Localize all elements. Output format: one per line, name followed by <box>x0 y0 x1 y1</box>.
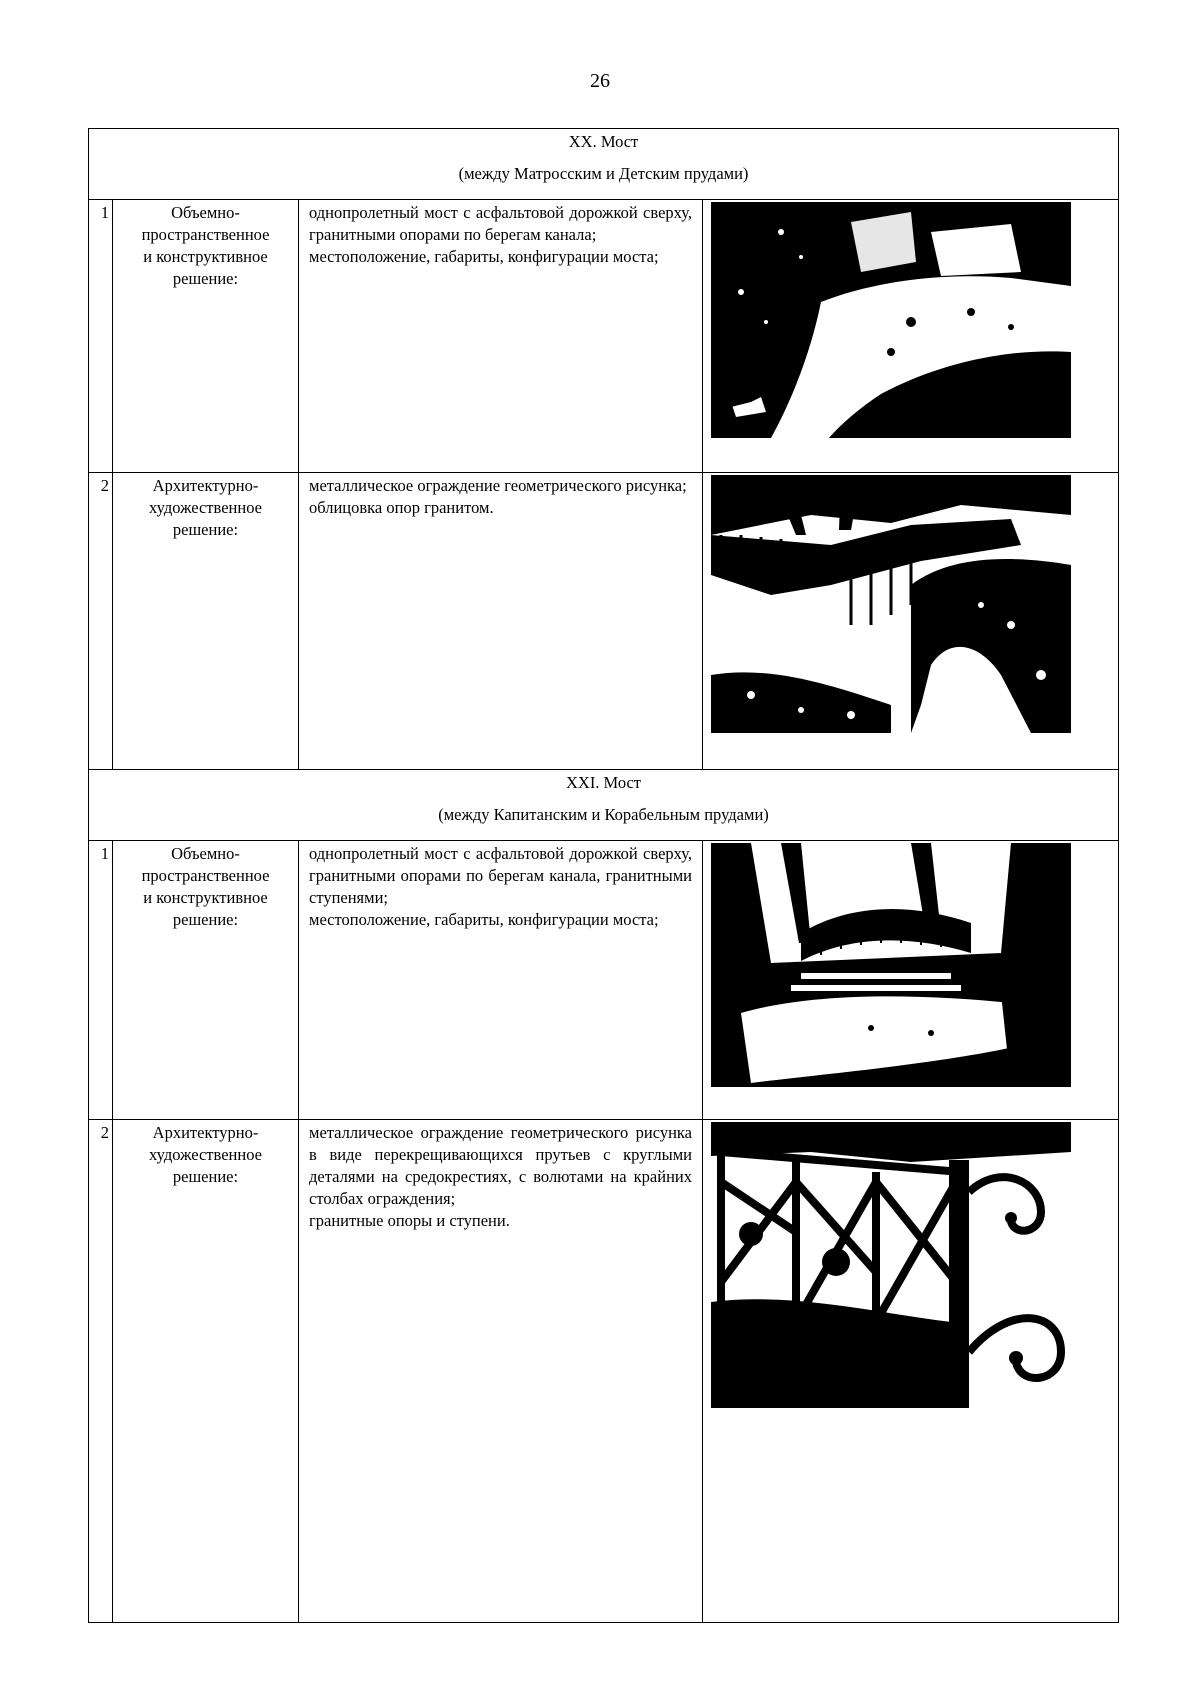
description-item: однопролетный мост с асфальтовой дорожкой сверху, гранитными опорами по берегам канала; <box>309 203 692 244</box>
row-description <box>299 200 703 473</box>
label-line: художественное <box>149 1145 262 1164</box>
photo-cell <box>703 1120 1119 1623</box>
page-number: 26 <box>590 70 610 92</box>
description-item: металлическое ограждение геометрического рисунка в виде перекрещивающихся прутьев с круглыми деталями на средокрестиях, с волютами на крайних столбах ограждения; <box>309 1123 692 1208</box>
label-line: пространственное <box>141 866 270 885</box>
photo-cell <box>703 200 1119 473</box>
section-title: XX. Мост <box>568 132 639 151</box>
label-line: Объемно- <box>171 203 240 222</box>
section-header <box>89 770 1119 841</box>
row-label <box>113 841 299 1120</box>
description-item: гранитные опоры и ступени. <box>309 1211 510 1230</box>
row-description <box>299 1120 703 1623</box>
label-line: и конструктивное <box>143 888 268 907</box>
row-description <box>299 841 703 1120</box>
label-line: Архитектурно- <box>152 1123 259 1142</box>
section-title: XXI. Мост <box>565 773 642 792</box>
row-label <box>113 1120 299 1623</box>
description-item: местоположение, габариты, конфигурации моста; <box>309 910 659 929</box>
label-line: Архитектурно- <box>152 476 259 495</box>
label-line: и конструктивное <box>143 247 268 266</box>
row-number: 1 <box>89 200 113 473</box>
photo-cell <box>703 841 1119 1120</box>
table-row <box>89 200 1119 473</box>
label-line: решение: <box>172 269 239 288</box>
label-line: решение: <box>172 1167 239 1186</box>
label-line: решение: <box>172 910 239 929</box>
description-item: облицовка опор гранитом. <box>309 498 494 517</box>
monument-table <box>88 128 1119 1623</box>
photo-bridge-side-icon <box>711 475 1071 733</box>
label-line: Объемно- <box>171 844 240 863</box>
table-row <box>89 841 1119 1120</box>
section-subtitle: (между Матросским и Детским прудами) <box>458 164 749 183</box>
row-number: 2 <box>89 473 113 770</box>
description-item: металлическое ограждение геометрического рисунка; <box>309 476 687 495</box>
photo-railing-detail-icon <box>711 1122 1071 1408</box>
photo-cell <box>703 473 1119 770</box>
photo-snowy-canal-icon <box>711 202 1071 438</box>
row-number: 2 <box>89 1120 113 1623</box>
label-line: художественное <box>149 498 262 517</box>
photo-arched-bridge-icon <box>711 843 1071 1087</box>
description-item: однопролетный мост с асфальтовой дорожкой сверху, гранитными опорами по берегам канала, гранитными ступенями; <box>309 844 692 907</box>
row-description <box>299 473 703 770</box>
description-item: местоположение, габариты, конфигурации моста; <box>309 247 659 266</box>
label-line: пространственное <box>141 225 270 244</box>
row-number: 1 <box>89 841 113 1120</box>
table-row <box>89 1120 1119 1623</box>
row-label <box>113 473 299 770</box>
section-header <box>89 129 1119 200</box>
row-label <box>113 200 299 473</box>
table-row <box>89 473 1119 770</box>
section-subtitle: (между Капитанским и Корабельным прудами) <box>438 805 769 824</box>
label-line: решение: <box>172 520 239 539</box>
